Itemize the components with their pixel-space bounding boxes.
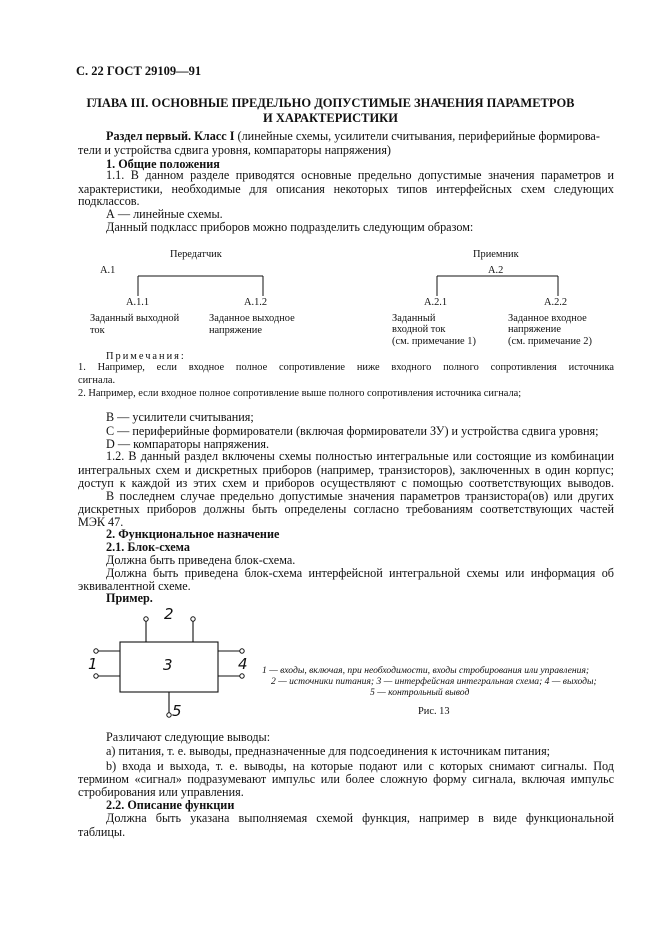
node-a11: А.1.1 bbox=[126, 297, 150, 308]
node-a21: А.2.1 bbox=[424, 297, 448, 308]
notes-title: Примечания: bbox=[106, 351, 186, 362]
heading-block-diagram: 2.1. Блок-схема bbox=[106, 540, 190, 554]
class-b: В — усилители считывания; bbox=[106, 410, 254, 424]
node-a1: А.1 bbox=[100, 265, 116, 276]
subdivide-text: Данный подкласс приборов можно подразделить следующим образом: bbox=[106, 220, 474, 234]
figure-caption: Рис. 13 bbox=[418, 706, 450, 717]
a22-desc-line2: напряжение bbox=[508, 324, 561, 335]
para-2-1-b-line2: эквивалентной схеме. bbox=[78, 579, 191, 593]
note-1-line1: 1. Например, если входное полное сопротивление ниже входного полного сопротивления источника bbox=[78, 362, 614, 373]
a12-desc-line1: Заданное выходное bbox=[209, 313, 295, 324]
para-2-2-line1: Должна быть указана выполняемая схемой функция, например в виде функциональной bbox=[106, 811, 614, 825]
section-title-line2: тели и устройства сдвига уровня, компараторы напряжения) bbox=[78, 143, 391, 157]
chapter-title-line2: И ХАРАКТЕРИСТИКИ bbox=[263, 111, 398, 125]
pin-label-3: 3 bbox=[163, 656, 173, 674]
para-1-2-line3: доступ к каждой из этих схем и приборов осуществляют с помощью соответствующих выводов. bbox=[78, 476, 614, 490]
section-title-rest: (линейные схемы, усилители считывания, периферийные формирова- bbox=[234, 129, 600, 143]
a21-desc-line3: (см. примечание 1) bbox=[392, 336, 476, 347]
chapter-title-line1: ГЛАВА III. ОСНОВНЫЕ ПРЕДЕЛЬНО ДОПУСТИМЫЕ ЗНАЧЕНИЯ ПАРАМЕТРОВ bbox=[86, 96, 575, 110]
note-2: 2. Например, если входное полное сопротивление выше полного сопротивления источника сигнала; bbox=[78, 388, 522, 399]
a21-desc-line1: Заданный bbox=[392, 313, 436, 324]
pin-type-b-line3: стробирования или управления. bbox=[78, 785, 244, 799]
node-a12: А.1.2 bbox=[244, 297, 268, 308]
para-1-2-line2: интегральных схем и дискретных приборов (например, транзисторов), заключенных в один корпус; bbox=[78, 463, 614, 477]
pin-type-a: а) питания, т. е. выводы, предназначенные для подсоединения к источникам питания; bbox=[106, 744, 551, 758]
para-1-2-line1: 1.2. В данный раздел включены схемы полностью интегральные или состоящие из комбинации bbox=[106, 449, 614, 463]
label-transmitter: Передатчик bbox=[170, 249, 222, 260]
class-d: D — компараторы напряжения. bbox=[106, 437, 270, 451]
a11-desc-line1: Заданный выходной bbox=[90, 313, 180, 324]
pin-label-1: 1 bbox=[88, 655, 98, 673]
para-1-1-line2: характеристики, необходимые для описания некоторых типов интерфейсных схем следующих bbox=[78, 182, 614, 196]
pin-type-b-line2: термином «сигнал» подразумевают импульс или более сложную форму сигнала, включая импульс bbox=[78, 772, 614, 786]
heading-general: 1. Общие положения bbox=[106, 157, 220, 171]
para-1-1-line1: 1.1. В данном разделе приводятся основные предельно допустимые значения параметров и bbox=[106, 168, 614, 182]
figure-legend-line1: 1 — входы, включая, при необходимости, входы стробирования или управления; bbox=[262, 665, 590, 676]
class-c: С — периферийные формирователи (включая формирователи ЗУ) и устройства сдвига уровня; bbox=[106, 424, 599, 438]
figure-legend-line2: 2 — источники питания; 3 — интерфейсная интегральная схема; 4 — выходы; bbox=[271, 676, 597, 687]
heading-functional: 2. Функциональное назначение bbox=[106, 527, 280, 541]
example-label: Пример. bbox=[106, 591, 153, 605]
pin-type-b-line1: b) входа и выхода, т. е. выводы, на которые подают или с которых снимают сигналы. Под bbox=[106, 759, 614, 773]
para-2-1-b-line1: Должна быть приведена блок-схема интерфейсной интегральной схемы или информация об bbox=[106, 566, 614, 580]
page-header: С. 22 ГОСТ 29109—91 bbox=[76, 64, 202, 78]
label-receiver: Приемник bbox=[473, 249, 519, 260]
pin-label-5: 5 bbox=[172, 702, 182, 720]
a22-desc-line3: (см. примечание 2) bbox=[508, 336, 592, 347]
pins-intro: Различают следующие выводы: bbox=[106, 730, 271, 744]
para-last-line3: МЭК 47. bbox=[78, 515, 124, 529]
figure-legend-line3: 5 — контрольный вывод bbox=[370, 687, 470, 698]
pin-label-4: 4 bbox=[238, 655, 248, 673]
class-a: А — линейные схемы. bbox=[106, 207, 223, 221]
a21-desc-line2: входной ток bbox=[392, 324, 446, 335]
a12-desc-line2: напряжение bbox=[209, 325, 262, 336]
para-2-2-line2: таблицы. bbox=[78, 825, 126, 839]
pin-label-2: 2 bbox=[164, 605, 174, 623]
note-1-line2: сигнала. bbox=[78, 375, 116, 386]
para-1-1-line3: подклассов. bbox=[78, 194, 140, 208]
section-title-bold: Раздел первый. Класс I bbox=[106, 129, 235, 143]
a11-desc-line2: ток bbox=[90, 325, 105, 336]
node-a22: А.2.2 bbox=[544, 297, 568, 308]
para-last-line1: В последнем случае предельно допустимые значения параметров транзистора(ов) или других bbox=[106, 489, 614, 503]
para-last-line2: дискретных приборов должны быть определены согласно требованиям соответствующих частей bbox=[78, 502, 614, 516]
a22-desc-line1: Заданное входное bbox=[508, 313, 587, 324]
node-a2: А.2 bbox=[488, 265, 504, 276]
heading-function-description: 2.2. Описание функции bbox=[106, 798, 235, 812]
para-2-1-a: Должна быть приведена блок-схема. bbox=[106, 553, 296, 567]
